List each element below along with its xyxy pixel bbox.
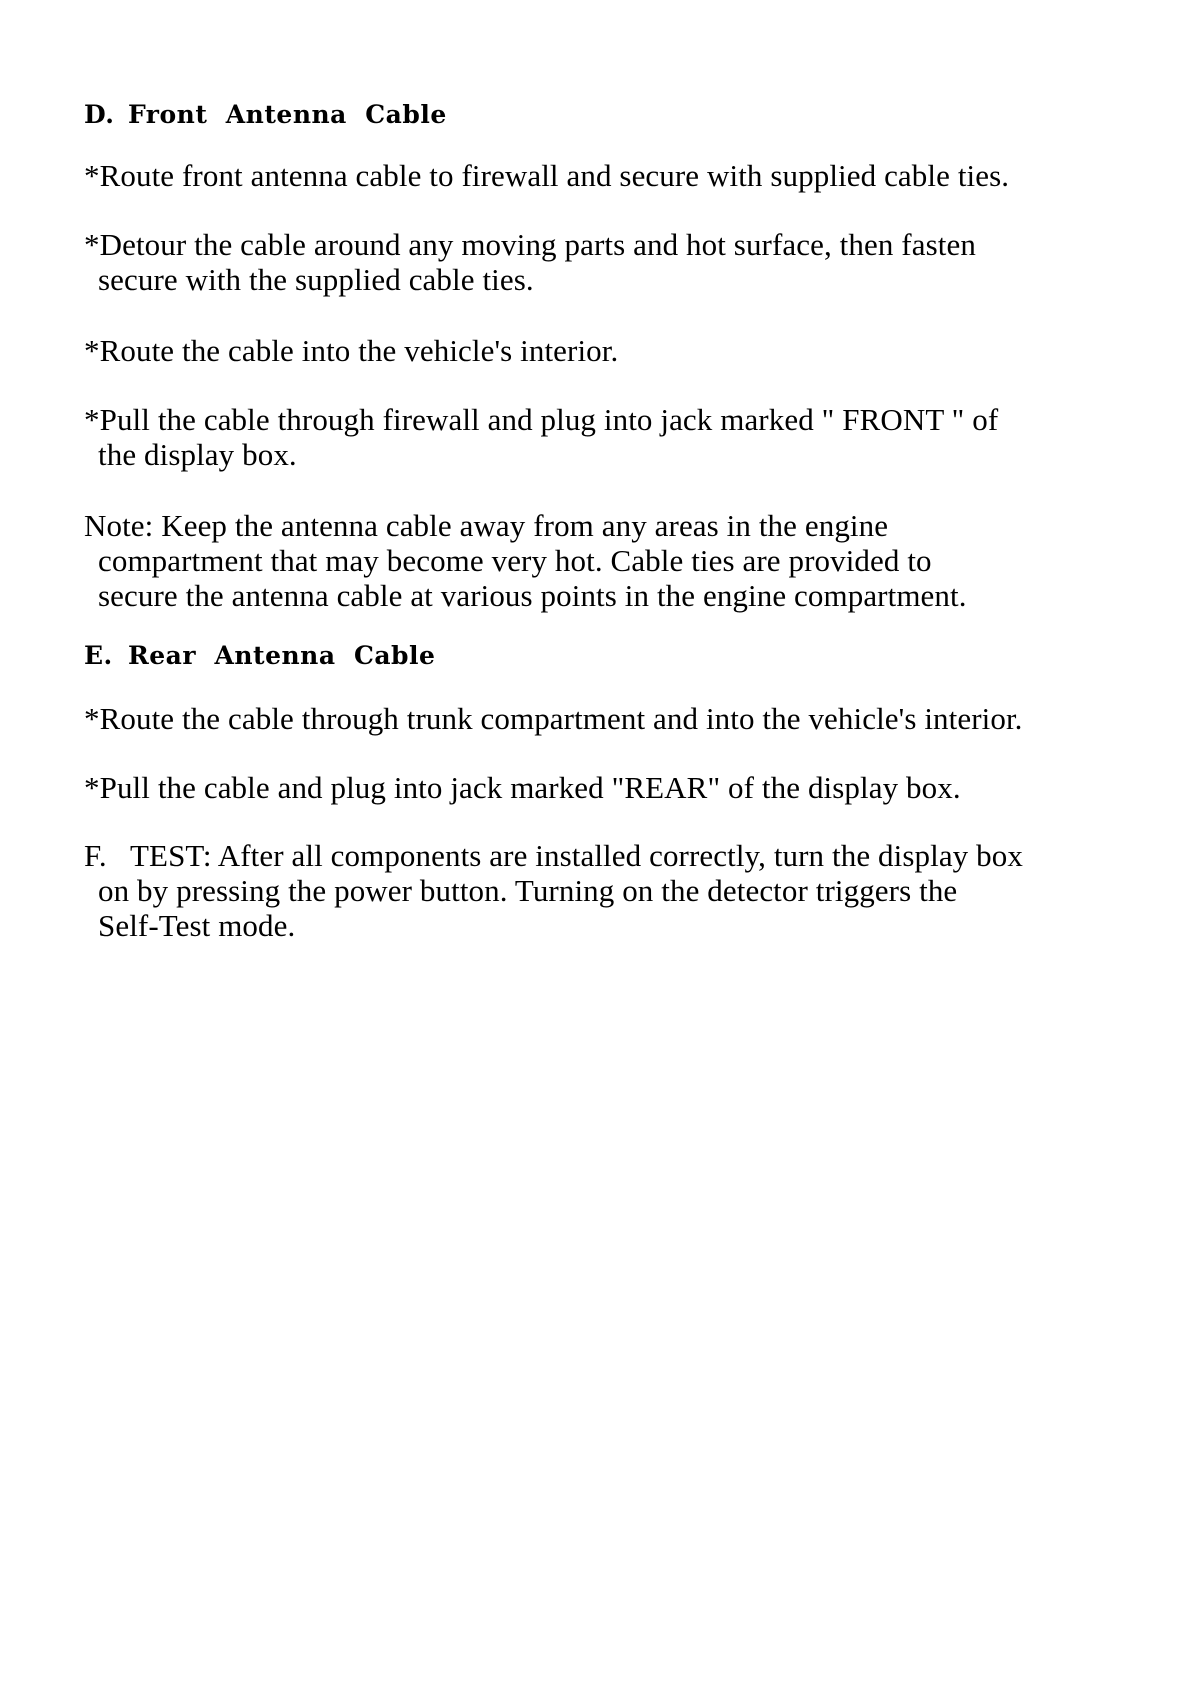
paragraph-line: secure with the supplied cable ties. [98, 262, 534, 297]
section-d-paragraph-4 [84, 402, 1144, 472]
section-d-title: Front Antenna Cable [128, 100, 447, 129]
paragraph-line: secure the antenna cable at various points in the engine compartment. [98, 578, 967, 613]
section-e-heading [84, 641, 435, 670]
paragraph-line: *Route the cable through trunk compartment and into the vehicle's interior. [84, 701, 1023, 736]
paragraph-line: *Detour the cable around any moving parts and hot surface, then fasten [84, 227, 976, 262]
paragraph-line: compartment that may become very hot. Cable ties are provided to [98, 543, 932, 578]
section-e-paragraph-1 [84, 701, 1144, 736]
paragraph-line: Self-Test mode. [98, 908, 296, 943]
section-d-paragraph-1 [84, 158, 1144, 193]
section-d-heading [84, 100, 447, 129]
paragraph-line: on by pressing the power button. Turning on the detector triggers the [98, 873, 958, 908]
section-e-paragraph-2 [84, 770, 1144, 805]
paragraph-line [84, 838, 1144, 873]
section-e-letter: E. [84, 641, 113, 670]
paragraph-line: *Pull the cable and plug into jack marked "REAR" of the display box. [84, 770, 961, 805]
section-f-paragraph [84, 838, 1144, 943]
paragraph-line: Note: Keep the antenna cable away from any areas in the engine [84, 508, 889, 543]
section-d-paragraph-2 [84, 227, 1144, 297]
section-f-letter: F. [84, 838, 107, 873]
paragraph-line: the display box. [98, 437, 297, 472]
paragraph-line: *Route front antenna cable to firewall and secure with supplied cable ties. [84, 158, 1010, 193]
paragraph-line: *Route the cable into the vehicle's interior. [84, 333, 619, 368]
section-d-note [84, 508, 1144, 613]
section-f-line-1: TEST: After all components are installed correctly, turn the display box [130, 838, 1023, 873]
section-d-paragraph-3 [84, 333, 1144, 368]
paragraph-line: *Pull the cable through firewall and plug into jack marked " FRONT " of [84, 402, 999, 437]
section-d-letter: D. [84, 100, 115, 129]
section-e-title: Rear Antenna Cable [128, 641, 436, 670]
